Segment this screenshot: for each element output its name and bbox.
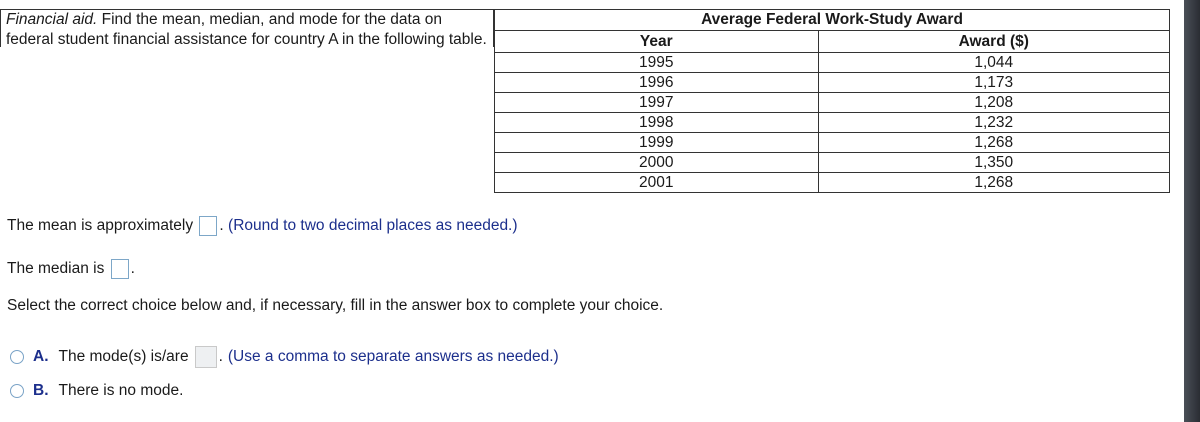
mode-answer-input[interactable] bbox=[195, 346, 217, 368]
table-row bbox=[495, 73, 1170, 93]
cell-award: 1,350 bbox=[818, 153, 1170, 173]
choice-b[interactable] bbox=[10, 382, 183, 400]
cell-year: 1996 bbox=[495, 73, 819, 93]
cell-award: 1,208 bbox=[818, 93, 1170, 113]
cell-year: 1999 bbox=[495, 133, 819, 153]
data-table bbox=[494, 9, 1170, 193]
question-text-line2: federal student financial assistance for country A in the following table. bbox=[6, 31, 487, 48]
mean-hint: (Round to two decimal places as needed.) bbox=[228, 217, 518, 235]
mean-line bbox=[7, 216, 518, 236]
choice-b-radio[interactable] bbox=[10, 384, 24, 398]
cell-award: 1,268 bbox=[818, 173, 1170, 193]
instruction-text: Select the correct choice below and, if necessary, fill in the answer box to complete your choice. bbox=[7, 297, 664, 314]
median-answer-input[interactable] bbox=[111, 259, 129, 279]
table-caption: Average Federal Work-Study Award bbox=[495, 10, 1170, 31]
mean-answer-input[interactable] bbox=[199, 216, 217, 236]
median-period: . bbox=[130, 260, 135, 278]
cell-year: 2000 bbox=[495, 153, 819, 173]
choice-b-letter: B. bbox=[33, 382, 49, 399]
cell-year: 1995 bbox=[495, 53, 819, 73]
cell-year: 1998 bbox=[495, 113, 819, 133]
cell-award: 1,173 bbox=[818, 73, 1170, 93]
column-header-year: Year bbox=[495, 31, 819, 53]
table-row bbox=[495, 133, 1170, 153]
median-line bbox=[7, 259, 135, 279]
table-row bbox=[495, 173, 1170, 193]
data-table-container bbox=[494, 9, 1170, 193]
cell-award: 1,268 bbox=[818, 133, 1170, 153]
question-prompt bbox=[0, 9, 494, 47]
choice-b-text: There is no mode. bbox=[58, 382, 184, 399]
choice-a-hint: (Use a comma to separate answers as needed.) bbox=[227, 348, 559, 365]
table-row bbox=[495, 113, 1170, 133]
question-title: Financial aid. bbox=[6, 11, 98, 28]
window-edge-background bbox=[1184, 0, 1200, 422]
table-row bbox=[495, 153, 1170, 173]
table-row bbox=[495, 53, 1170, 73]
choice-a[interactable] bbox=[10, 346, 559, 368]
choice-a-radio[interactable] bbox=[10, 350, 24, 364]
column-header-award: Award ($) bbox=[818, 31, 1170, 53]
mean-period: . bbox=[219, 217, 224, 235]
cell-year: 2001 bbox=[495, 173, 819, 193]
cell-award: 1,044 bbox=[818, 53, 1170, 73]
question-text-line1: Find the mean, median, and mode for the data on bbox=[97, 11, 442, 28]
cell-award: 1,232 bbox=[818, 113, 1170, 133]
cell-year: 1997 bbox=[495, 93, 819, 113]
choice-a-text: The mode(s) is/are bbox=[58, 348, 189, 365]
mean-label: The mean is approximately bbox=[7, 217, 194, 235]
choice-a-letter: A. bbox=[33, 348, 49, 365]
choice-a-period: . bbox=[218, 348, 223, 365]
median-label: The median is bbox=[7, 260, 105, 278]
table-row bbox=[495, 93, 1170, 113]
